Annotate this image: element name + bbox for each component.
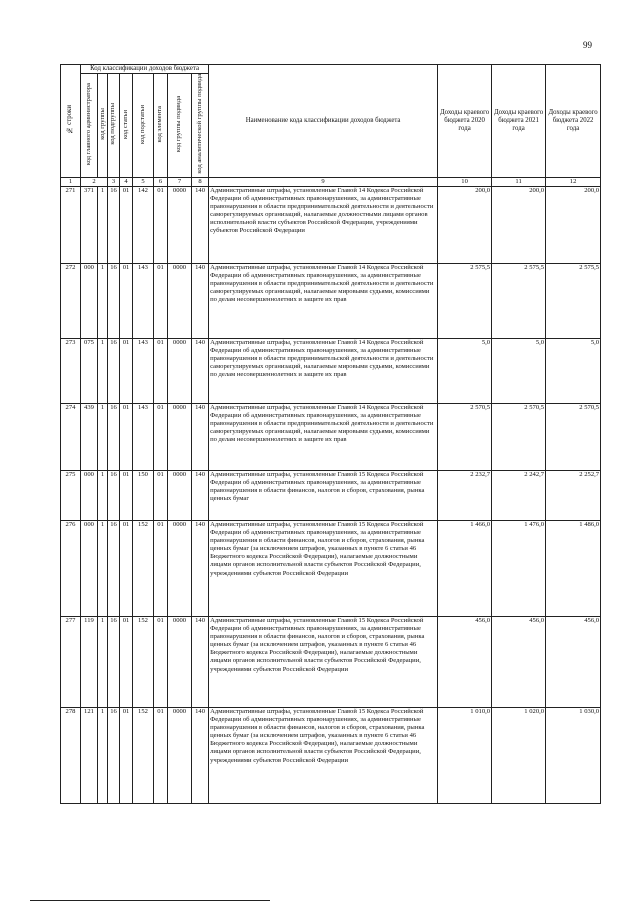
table-row [61,339,601,404]
code-subtype-group-cell: 0000 [168,339,192,404]
code-subgroup-cell: 16 [108,617,120,708]
code-analytic-group-cell: 140 [192,521,209,617]
code-admin-cell: 000 [81,264,98,339]
code-subtype-group-cell: 0000 [168,264,192,339]
header-code-subarticle: код подстатьи [133,74,154,178]
code-element-cell: 01 [154,187,168,264]
header-name: Наименование кода классификации доходов бюджета [209,65,438,178]
income-2020-cell: 456,0 [438,617,492,708]
income-2022-cell: 456,0 [546,617,601,708]
page-number: 99 [583,40,592,50]
income-2020-cell: 2 570,5 [438,404,492,471]
name-cell: Административные штрафы, установленные Главой 14 Кодекса Российской Федерации об административных правонарушениях, за административные правонарушения в области предпринимательской деятельности и деятельности саморегулируемых организаций, налагаемые мировыми судьями, комиссиями по делам несовершеннолетних и защите их прав [209,339,438,404]
code-subtype-group-cell: 0000 [168,708,192,804]
column-number: 12 [546,178,601,187]
code-analytic-group-cell: 140 [192,404,209,471]
header-code-group: код группы [98,74,108,178]
column-number: 3 [108,178,120,187]
code-subarticle-cell: 152 [133,617,154,708]
income-2022-cell: 2 575,5 [546,264,601,339]
income-2022-cell: 200,0 [546,187,601,264]
code-element-cell: 01 [154,521,168,617]
code-subgroup-cell: 16 [108,404,120,471]
name-cell: Административные штрафы, установленные Главой 14 Кодекса Российской Федерации об административных правонарушениях, за административные правонарушения в области предпринимательской деятельности и деятельности саморегулируемых организаций, налагаемые мировыми судьями, комиссиями по делам несовершеннолетних и защите их прав [209,264,438,339]
code-analytic-group-cell: 140 [192,471,209,521]
header-code-element: код элемента [154,74,168,178]
column-number: 11 [492,178,546,187]
income-2020-cell: 200,0 [438,187,492,264]
code-subarticle-cell: 143 [133,404,154,471]
header-code-analytic-group: код аналитической группы подвида [192,74,209,178]
row-number-cell: 272 [61,264,81,339]
row-number-cell: 278 [61,708,81,804]
code-subarticle-cell: 152 [133,521,154,617]
income-2021-cell: 2 242,7 [492,471,546,521]
row-number-cell: 276 [61,521,81,617]
code-admin-cell: 000 [81,521,98,617]
table-row [61,264,601,339]
code-subgroup-cell: 16 [108,471,120,521]
code-article-cell: 01 [120,339,133,404]
code-admin-cell: 371 [81,187,98,264]
code-analytic-group-cell: 140 [192,187,209,264]
code-group-cell: 1 [98,708,108,804]
code-analytic-group-cell: 140 [192,617,209,708]
code-analytic-group-cell: 140 [192,264,209,339]
header-classification-group: Код классификации доходов бюджета [81,65,209,74]
code-group-cell: 1 [98,339,108,404]
table-row [61,404,601,471]
income-2022-cell: 2 252,7 [546,471,601,521]
code-subgroup-cell: 16 [108,339,120,404]
code-article-cell: 01 [120,521,133,617]
row-number-cell: 274 [61,404,81,471]
code-element-cell: 01 [154,404,168,471]
code-element-cell: 01 [154,708,168,804]
column-number: 8 [192,178,209,187]
income-2021-cell: 1 476,0 [492,521,546,617]
budget-income-table [60,64,601,804]
code-subtype-group-cell: 0000 [168,404,192,471]
income-2020-cell: 1 010,0 [438,708,492,804]
name-cell: Административные штрафы, установленные Главой 15 Кодекса Российской Федерации об административных правонарушениях, за административные правонарушения в области финансов, налогов и сборов, страхования, рынка ценных бумаг [209,471,438,521]
header-code-article: код статьи [120,74,133,178]
code-group-cell: 1 [98,187,108,264]
column-number: 2 [81,178,108,187]
income-2021-cell: 2 575,5 [492,264,546,339]
income-2020-cell: 5,0 [438,339,492,404]
code-article-cell: 01 [120,187,133,264]
name-cell: Административные штрафы, установленные Главой 15 Кодекса Российской Федерации об административных правонарушениях, за административные правонарушения в области финансов, налогов и сборов, страхования, рынка ценных бумаг (за исключением штрафов, указанных в пункте 6 статьи 46 Бюджетного кодекса Российской Федерации), налагаемые должностными лицами органов исполнительной власти субъектов Российской Федерации, учреждениями субъектов Российской Федерации [209,617,438,708]
code-group-cell: 1 [98,471,108,521]
code-subtype-group-cell: 0000 [168,471,192,521]
table-row [61,617,601,708]
table-row [61,187,601,264]
code-subgroup-cell: 16 [108,521,120,617]
code-admin-cell: 119 [81,617,98,708]
row-number-cell: 275 [61,471,81,521]
column-number: 10 [438,178,492,187]
code-article-cell: 01 [120,471,133,521]
code-group-cell: 1 [98,617,108,708]
code-subarticle-cell: 152 [133,708,154,804]
column-number-row [61,178,601,187]
income-2022-cell: 1 030,0 [546,708,601,804]
column-number: 6 [154,178,168,187]
income-2021-cell: 200,0 [492,187,546,264]
column-number: 1 [61,178,81,187]
code-element-cell: 01 [154,617,168,708]
header-row-no: № строки [61,65,81,178]
income-2020-cell: 2 232,7 [438,471,492,521]
row-number-cell: 271 [61,187,81,264]
name-cell: Административные штрафы, установленные Главой 14 Кодекса Российской Федерации об административных правонарушениях, за административные правонарушения в области предпринимательской деятельности и деятельности саморегулируемых организаций, налагаемые мировыми судьями, комиссиями по делам несовершеннолетних и защите их прав [209,404,438,471]
header-code-admin: код главного администратора [81,74,98,178]
code-group-cell: 1 [98,521,108,617]
column-number: 5 [133,178,154,187]
row-number-cell: 273 [61,339,81,404]
income-2021-cell: 5,0 [492,339,546,404]
column-number: 7 [168,178,192,187]
header-income-2022: Доходы краевого бюджета 2022 года [546,65,601,178]
income-2020-cell: 1 466,0 [438,521,492,617]
header-code-subtype-group: код группы подвида [168,74,192,178]
code-admin-cell: 075 [81,339,98,404]
income-2021-cell: 456,0 [492,617,546,708]
column-number: 9 [209,178,438,187]
footer-divider [30,900,270,901]
code-subtype-group-cell: 0000 [168,187,192,264]
code-subarticle-cell: 143 [133,339,154,404]
code-subtype-group-cell: 0000 [168,617,192,708]
income-2021-cell: 2 570,5 [492,404,546,471]
code-subgroup-cell: 16 [108,708,120,804]
code-analytic-group-cell: 140 [192,339,209,404]
code-group-cell: 1 [98,404,108,471]
code-admin-cell: 121 [81,708,98,804]
code-article-cell: 01 [120,264,133,339]
income-2022-cell: 5,0 [546,339,601,404]
code-element-cell: 01 [154,471,168,521]
income-2022-cell: 2 570,5 [546,404,601,471]
code-subgroup-cell: 16 [108,264,120,339]
name-cell: Административные штрафы, установленные Главой 14 Кодекса Российской Федерации об административных правонарушениях, за административные правонарушения в области предпринимательской деятельности и деятельности саморегулируемых организаций, налагаемые должностными лицами органов исполнительной власти субъектов Российской Федерации, учреждениями субъектов Российской Федерации [209,187,438,264]
code-element-cell: 01 [154,339,168,404]
code-element-cell: 01 [154,264,168,339]
income-2021-cell: 1 020,0 [492,708,546,804]
code-admin-cell: 000 [81,471,98,521]
table-row [61,471,601,521]
name-cell: Административные штрафы, установленные Главой 15 Кодекса Российской Федерации об административных правонарушениях, за административные правонарушения в области финансов, налогов и сборов, страхования, рынка ценных бумаг (за исключением штрафов, указанных в пункте 6 статьи 46 Бюджетного кодекса Российской Федерации), налагаемые должностными лицами органов исполнительной власти субъектов Российской Федерации, учреждениями субъектов Российской Федерации [209,708,438,804]
code-subarticle-cell: 143 [133,264,154,339]
code-analytic-group-cell: 140 [192,708,209,804]
header-income-2021: Доходы краевого бюджета 2021 года [492,65,546,178]
column-number: 4 [120,178,133,187]
code-article-cell: 01 [120,404,133,471]
income-2020-cell: 2 575,5 [438,264,492,339]
income-2022-cell: 1 486,0 [546,521,601,617]
code-group-cell: 1 [98,264,108,339]
code-subtype-group-cell: 0000 [168,521,192,617]
header-income-2020: Доходы краевого бюджета 2020 года [438,65,492,178]
table-row [61,521,601,617]
code-article-cell: 01 [120,617,133,708]
code-admin-cell: 439 [81,404,98,471]
header-code-subgroup: код подгруппы [108,74,120,178]
code-article-cell: 01 [120,708,133,804]
code-subarticle-cell: 142 [133,187,154,264]
table-row [61,708,601,804]
row-number-cell: 277 [61,617,81,708]
code-subarticle-cell: 150 [133,471,154,521]
code-subgroup-cell: 16 [108,187,120,264]
name-cell: Административные штрафы, установленные Главой 15 Кодекса Российской Федерации об административных правонарушениях, за административные правонарушения в области финансов, налогов и сборов, страхования, рынка ценных бумаг (за исключением штрафов, указанных в пункте 6 статьи 46 Бюджетного кодекса Российской Федерации), налагаемые должностными лицами органов исполнительной власти субъектов Российской Федерации, учреждениями субъектов Российской Федерации [209,521,438,617]
